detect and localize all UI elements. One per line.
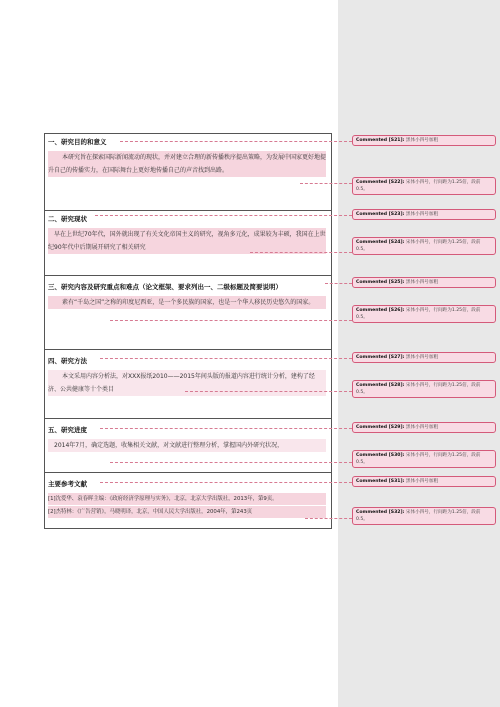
comment-balloon[interactable] [352, 507, 496, 525]
comment-text: 黑体小四号加粗 [405, 212, 439, 217]
section-references [45, 472, 331, 529]
comment-connector [325, 283, 352, 284]
section-body[interactable]: 早在上世纪70年代，国外就出现了有关文化帝国主义的研究，视角多元化，成果较为丰硕，我国在上世纪90年代中后期展开研究了相关研究 [48, 228, 326, 254]
comment-connector [95, 215, 352, 216]
section-body[interactable]: 2014年7月，确定选题，收集相关文献，对文献进行整理分析，掌握国内外研究状况， [48, 439, 326, 452]
comment-connector [250, 252, 352, 253]
comment-label: Commented [S28]: [356, 383, 405, 388]
comment-connector [110, 320, 352, 321]
comment-label: Commented [S31]: [356, 479, 405, 484]
comment-label: Commented [S24]: [356, 240, 405, 245]
comment-connector [185, 391, 352, 392]
comment-label: Commented [S29]: [356, 425, 405, 430]
comment-label: Commented [S22]: [356, 180, 405, 185]
comment-text: 宋体小四号，行间距为1.25倍，段前0.5。 [356, 453, 481, 465]
comment-text: 宋体小四号，行间距为1.25倍，段前0.5。 [356, 240, 481, 252]
comment-connector [100, 358, 352, 359]
section-body[interactable]: 本文采用内容分析法，对XXX报纸2010——2015年间头版的报道内容进行统计分析，建构了经济、公共健康等十个类目 [48, 370, 326, 396]
comment-text: 黑体小四号加粗 [405, 479, 439, 484]
section-heading[interactable]: 主要参考文献 [48, 480, 87, 488]
comment-text: 宋体小四号，行间距为1.25倍，段前0.5。 [356, 180, 481, 192]
comment-balloon[interactable] [352, 352, 496, 363]
comment-balloon[interactable] [352, 476, 496, 487]
comment-connector [100, 428, 352, 429]
section-heading[interactable]: 二、研究现状 [48, 215, 87, 223]
reference-item[interactable]: [2]杰特林：《广告营销》，马晓明译，北京，中国人民大学出版社，2004年，第243页 [48, 506, 326, 518]
comment-balloon[interactable] [352, 450, 496, 468]
comment-balloon[interactable] [352, 422, 496, 433]
section-body[interactable]: 本研究旨在探索国际新闻流动的现状，并对建立合理的新传播秩序提出策略，为发展中国家更好地提升自己的传播实力，在国际舞台上更好地传播自己的声音找到出路。 [48, 151, 326, 177]
section-purpose [45, 134, 331, 210]
comment-label: Commented [S21]: [356, 138, 405, 143]
comment-balloon[interactable] [352, 237, 496, 255]
comment-label: Commented [S23]: [356, 212, 405, 217]
comment-balloon[interactable] [352, 177, 496, 195]
comment-label: Commented [S30]: [356, 453, 405, 458]
reference-item[interactable]: [1]沈爱华、袁春晖主编：《政府经济学原理与实务》，北京，北京大学出版社，2013年，第9页。 [48, 493, 326, 505]
comment-text: 宋体小四号，行间距为1.25倍，段前0.5。 [356, 510, 481, 522]
comment-balloon[interactable] [352, 277, 496, 288]
comment-text: 黑体小四号加粗 [405, 280, 439, 285]
comment-balloon[interactable] [352, 135, 496, 146]
section-heading[interactable]: 三、研究内容及研究重点和难点（论文框架、要求列出一、二级标题及简要说明） [48, 283, 282, 291]
comment-text: 黑体小四号加粗 [405, 425, 439, 430]
section-method [45, 349, 331, 419]
comment-connector [110, 462, 352, 463]
comment-label: Commented [S26]: [356, 308, 405, 313]
comment-text: 宋体小四号，行间距为1.25倍，段前0.5。 [356, 383, 481, 395]
section-heading[interactable]: 五、研究进度 [48, 426, 87, 434]
comment-connector [120, 141, 352, 142]
section-heading[interactable]: 四、研究方法 [48, 357, 87, 365]
comment-balloon[interactable] [352, 380, 496, 398]
comment-connector [300, 183, 352, 184]
section-heading[interactable]: 一、研究目的和意义 [48, 138, 107, 146]
comment-label: Commented [S25]: [356, 280, 405, 285]
comment-label: Commented [S32]: [356, 510, 405, 515]
section-status [45, 210, 331, 276]
comment-label: Commented [S27]: [356, 355, 405, 360]
comment-connector [305, 518, 352, 519]
comment-text: 宋体小四号，行间距为1.25倍，段前0.5。 [356, 308, 481, 320]
comment-text: 黑体小四号加粗 [405, 138, 439, 143]
section-content [45, 275, 331, 350]
section-schedule [45, 418, 331, 473]
proposal-table [44, 133, 332, 529]
section-body[interactable]: 素有“千岛之国”之称的印度尼西亚，是一个多民族的国家，也是一个华人移民历史悠久的国家。 [48, 296, 326, 309]
comment-connector [100, 482, 352, 483]
comment-balloon[interactable] [352, 209, 496, 220]
comment-balloon[interactable] [352, 305, 496, 323]
comment-text: 黑体小四号加粗 [405, 355, 439, 360]
